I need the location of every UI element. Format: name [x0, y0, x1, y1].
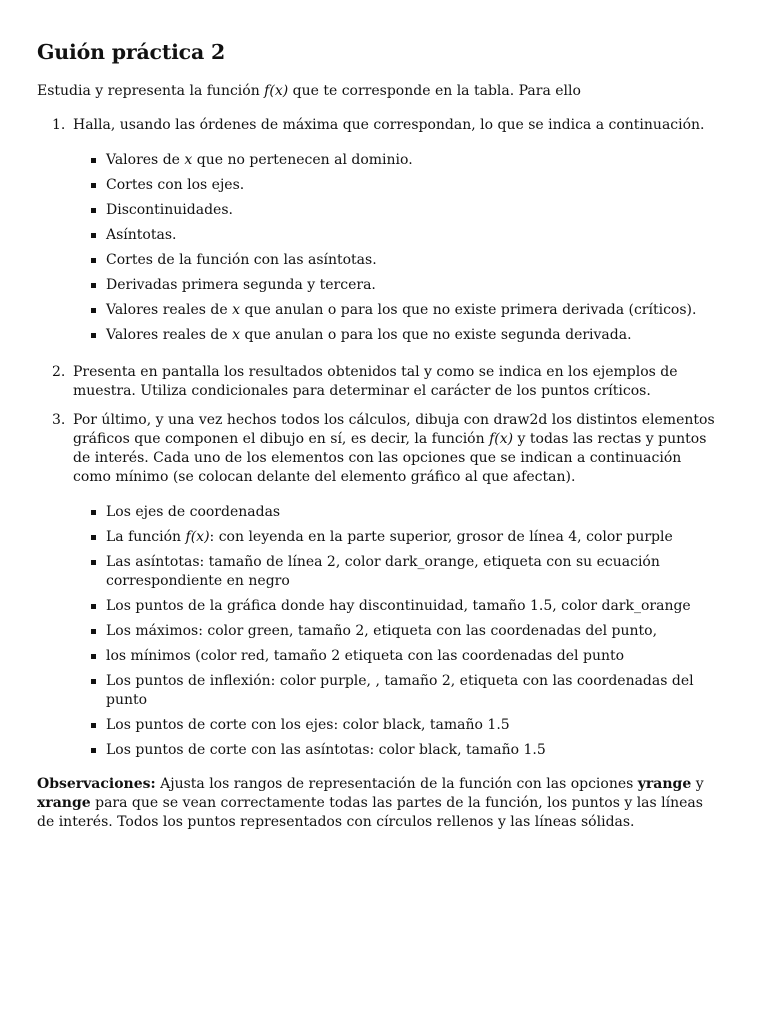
step-number: 2. — [52, 363, 66, 380]
step-2 — [37, 363, 717, 401]
step-1 — [37, 116, 717, 345]
intro-text: Estudia y representa la función — [37, 82, 265, 99]
document-page — [37, 40, 717, 832]
step-text: Por último, y una vez hechos todos los cálculos, dibuja con draw2d los distintos elementos gráficos que componen el dibujo en sí, es decir, la función — [73, 411, 715, 447]
item-text: Valores de — [106, 151, 185, 168]
step-1-items — [73, 151, 717, 345]
list-item — [106, 251, 717, 270]
list-item — [106, 672, 717, 710]
page-title: Guión práctica 2 — [37, 40, 226, 64]
observations-text: Ajusta los rangos de representación de la función con las opciones — [155, 775, 638, 792]
intro-paragraph — [37, 82, 717, 101]
item-text: Asíntotas. — [106, 226, 177, 243]
intro-math: f(x) — [264, 82, 289, 99]
observations-label: Observaciones: — [37, 775, 156, 792]
keyword-xrange: xrange — [37, 794, 91, 811]
step-3-items — [73, 503, 717, 760]
step-number: 1. — [52, 116, 66, 133]
item-text: Los puntos de la gráfica donde hay discontinuidad, tamaño 1.5, color dark_orange — [106, 597, 691, 614]
step-text: Presenta en pantalla los resultados obtenidos tal y como se indica en los ejemplos de muestra. Utiliza condicionales para determinar el carácter de los puntos críticos. — [73, 363, 678, 399]
list-item — [106, 553, 717, 591]
observations-text: para que se vean correctamente todas las partes de la función, los puntos y las líneas de interés. Todos los puntos representados con círculos rellenos y las líneas sólidas. — [37, 794, 703, 830]
item-math: x — [232, 326, 241, 343]
item-text: Los puntos de corte con los ejes: color black, tamaño 1.5 — [106, 716, 510, 733]
step-number: 3. — [52, 411, 66, 428]
item-math: f(x) — [185, 528, 210, 545]
list-item — [106, 326, 717, 345]
list-item — [106, 301, 717, 320]
item-text: Cortes con los ejes. — [106, 176, 245, 193]
item-text: Los puntos de inflexión: color purple, , tamaño 2, etiqueta con las coordenadas del punto — [106, 672, 694, 708]
item-text: que anulan o para los que no existe segunda derivada. — [240, 326, 632, 343]
list-item — [106, 622, 717, 641]
list-item — [106, 151, 717, 170]
intro-text-end: que te corresponde en la tabla. Para ello — [288, 82, 581, 99]
item-text: Los puntos de corte con las asíntotas: color black, tamaño 1.5 — [106, 741, 546, 758]
step-text-end: y todas las rectas y puntos de interés. Cada uno de los elementos con las opciones que se indican a continuación como mínimo (se colocan delante del elemento gráfico al que afectan). — [73, 430, 707, 485]
item-text: : con leyenda en la parte superior, grosor de línea 4, color purple — [209, 528, 673, 545]
item-math: x — [232, 301, 241, 318]
list-item — [106, 176, 717, 195]
step-math: f(x) — [489, 430, 514, 447]
item-text: Valores reales de — [106, 326, 233, 343]
observations-paragraph — [37, 775, 717, 832]
step-3 — [37, 411, 717, 760]
keyword-yrange: yrange — [637, 775, 692, 792]
list-item — [106, 201, 717, 220]
item-text: Discontinuidades. — [106, 201, 233, 218]
list-item — [106, 597, 717, 616]
item-text: que anulan o para los que no existe primera derivada (críticos). — [240, 301, 697, 318]
observations-text: y — [691, 775, 704, 792]
list-item — [106, 276, 717, 295]
list-item — [106, 647, 717, 666]
item-text: que no pertenecen al dominio. — [192, 151, 413, 168]
list-item — [106, 528, 717, 547]
steps-list — [37, 116, 717, 760]
item-text: La función — [106, 528, 186, 545]
step-text: Halla, usando las órdenes de máxima que correspondan, lo que se indica a continuación. — [73, 116, 705, 133]
item-text: Cortes de la función con las asíntotas. — [106, 251, 377, 268]
list-item — [106, 226, 717, 245]
item-math: x — [184, 151, 193, 168]
item-text: Los máximos: color green, tamaño 2, etiqueta con las coordenadas del punto, — [106, 622, 658, 639]
item-text: los mínimos (color red, tamaño 2 etiqueta con las coordenadas del punto — [106, 647, 625, 664]
item-text: Los ejes de coordenadas — [106, 503, 281, 520]
item-text: Derivadas primera segunda y tercera. — [106, 276, 376, 293]
list-item — [106, 741, 717, 760]
item-text: Valores reales de — [106, 301, 233, 318]
item-text: Las asíntotas: tamaño de línea 2, color dark_orange, etiqueta con su ecuación correspondiente en negro — [106, 553, 660, 589]
list-item — [106, 716, 717, 735]
list-item — [106, 503, 717, 522]
